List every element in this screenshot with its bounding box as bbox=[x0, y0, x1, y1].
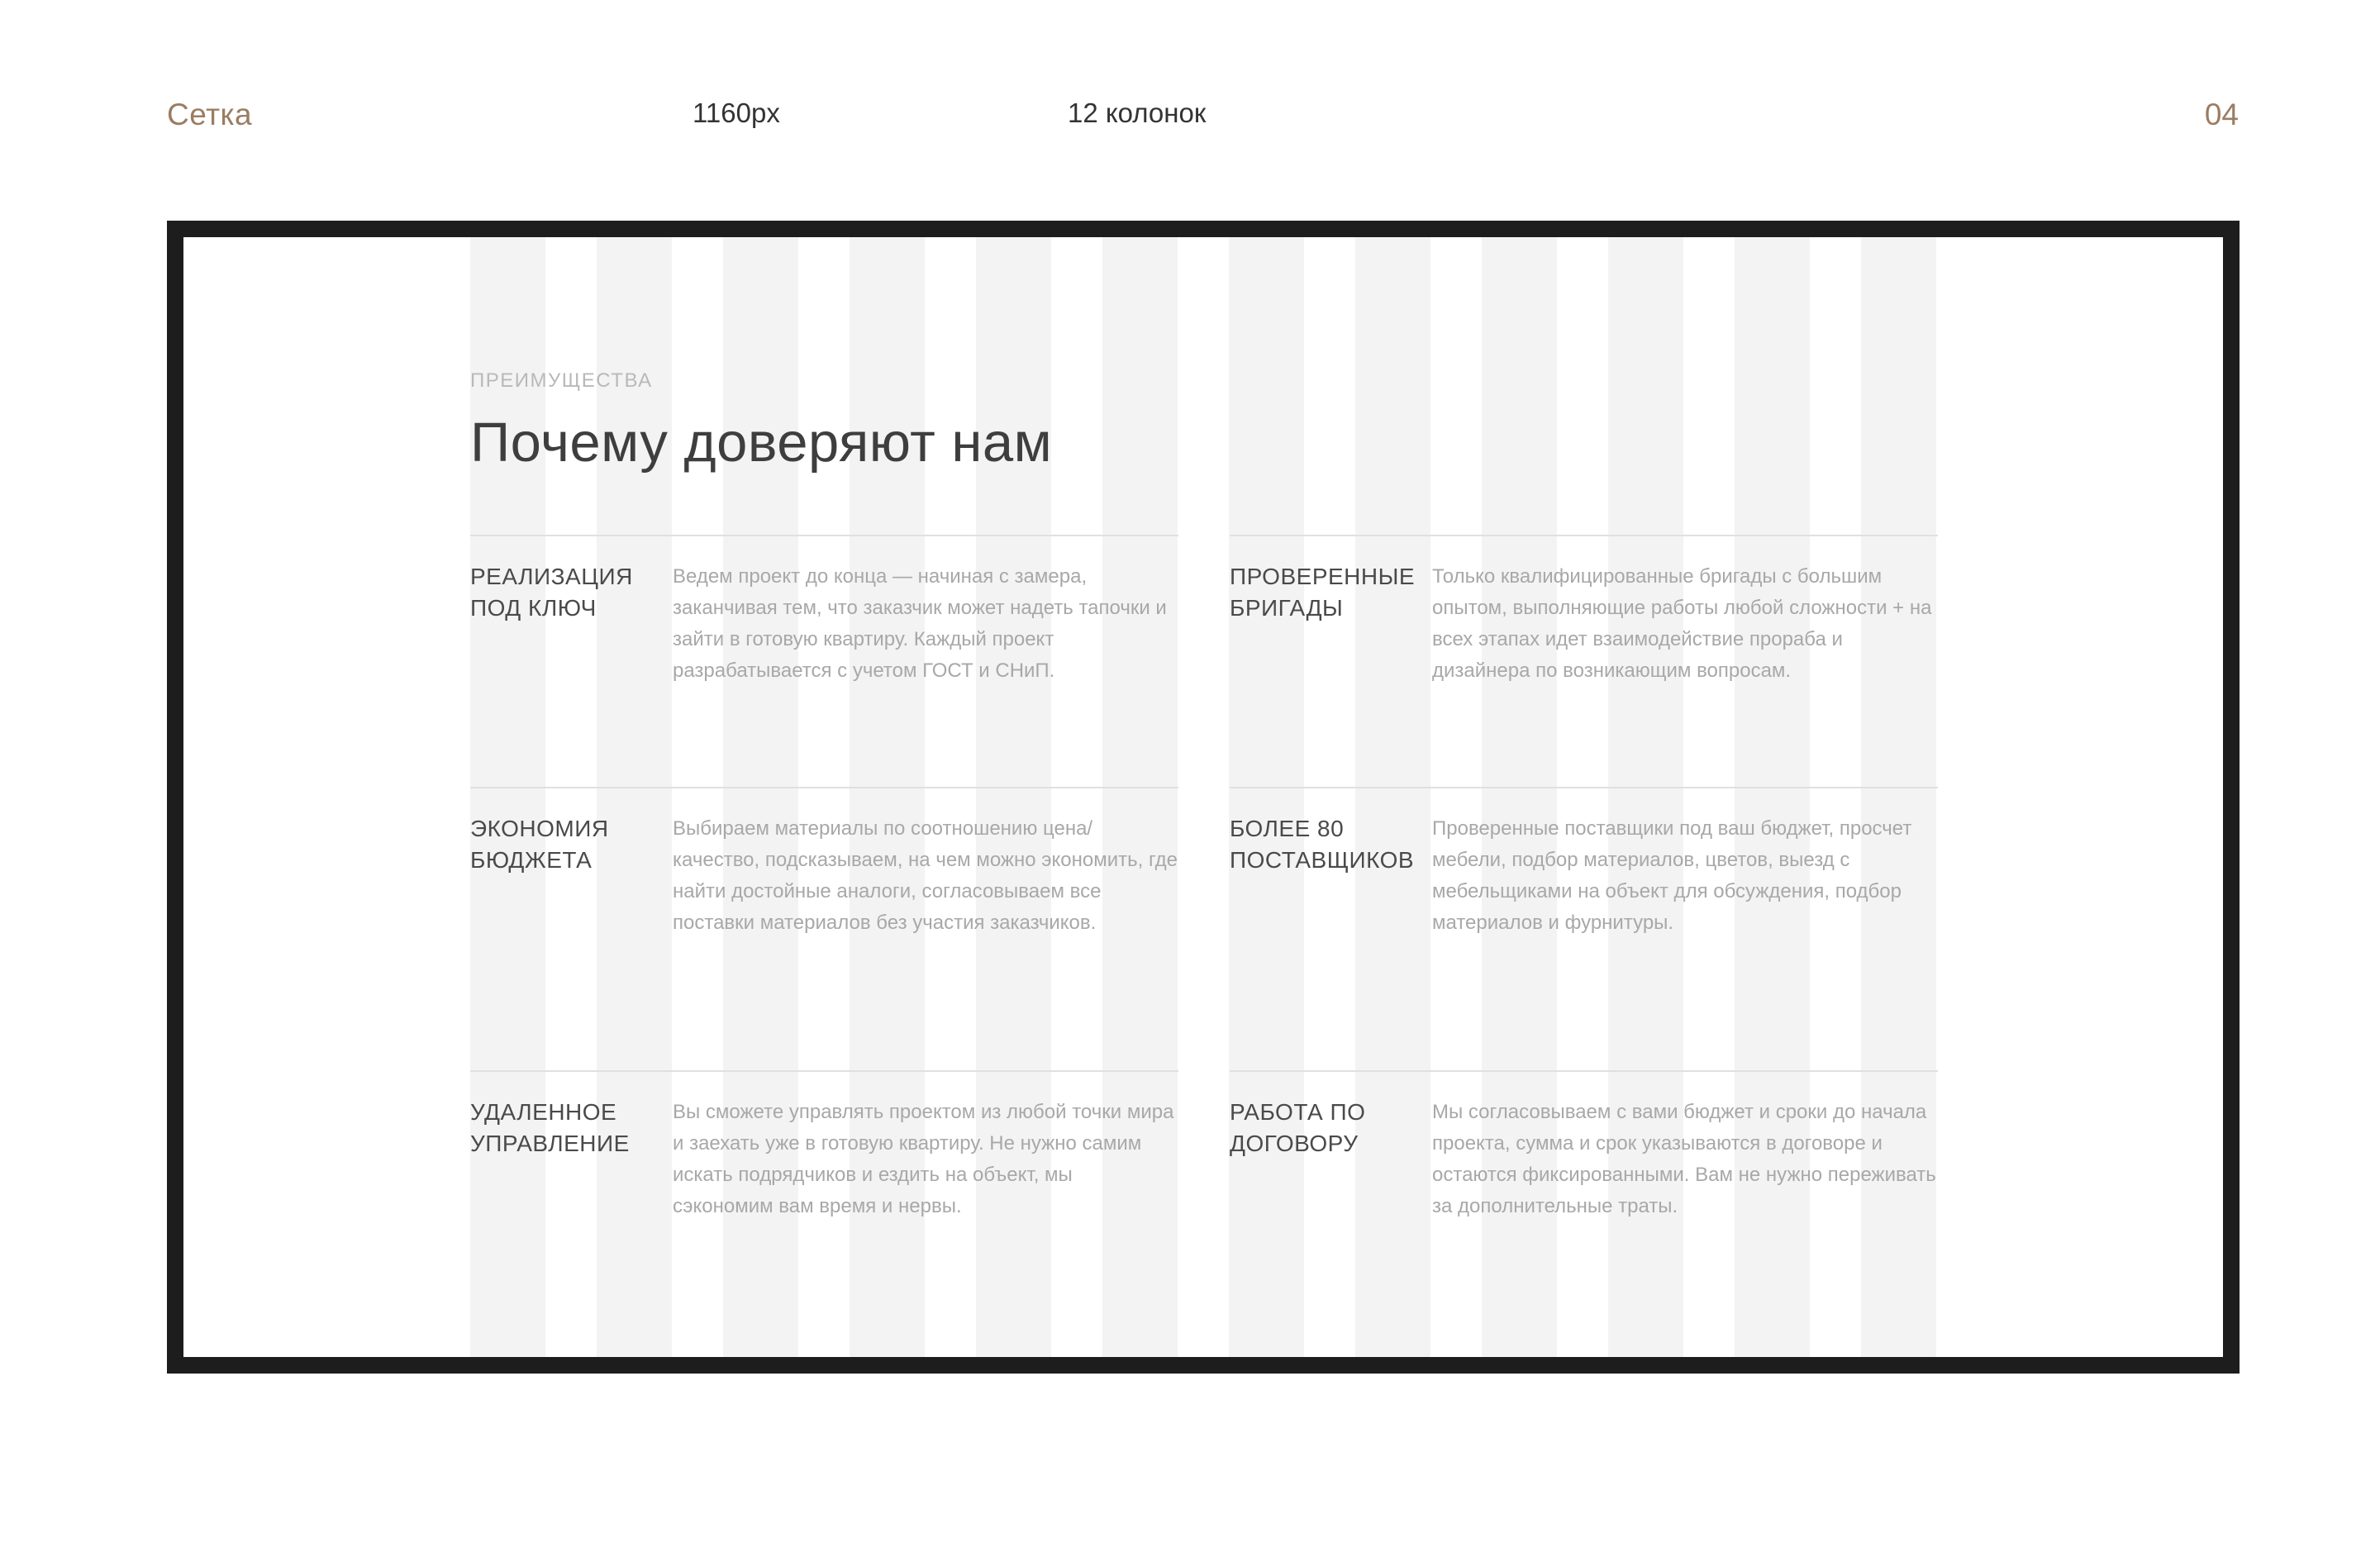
feature-title: РАБОТА ПО ДОГОВОРУ bbox=[1230, 1099, 1366, 1156]
columns-count-label: 12 колонок bbox=[1068, 98, 1207, 128]
feature-title: УДАЛЕННОЕ УПРАВЛЕНИЕ bbox=[470, 1099, 630, 1156]
feature-description: Выбираем материалы по соотношению цена/качество, подсказываем, на чем можно экономить, где найти достойные аналоги, согласовываем все поставки материалов без участия заказчиков. bbox=[673, 817, 1178, 934]
feature-description: Мы согласовываем с вами бюджет и сроки до начала проекта, сумма и срок указываются в договоре и остаются фиксированными. Вам не нужно переживать за дополнительные траты. bbox=[1432, 1101, 1936, 1217]
feature-description: Вы сможете управлять проектом из любой точки мира и заехать уже в готовую квартиру. Не нужно самим искать подрядчиков и ездить на объект, мы сэкономим вам время и нервы. bbox=[673, 1101, 1174, 1217]
feature-description: Только квалифицированные бригады с большим опытом, выполняющие работы любой сложности + на всех этапах идет взаимодействие прораба и дизайнера по возникающим вопросам. bbox=[1432, 565, 1932, 682]
feature-title: РЕАЛИЗАЦИЯ ПОД КЛЮЧ bbox=[470, 564, 633, 621]
feature-description: Ведем проект до конца — начиная с замера, заканчивая тем, что заказчик может надеть тапочки и зайти в готовую квартиру. Каждый проект разрабатывается с учетом ГОСТ и СНиП. bbox=[673, 565, 1167, 682]
slide-header bbox=[0, 0, 2380, 165]
feature-description: Проверенные поставщики под ваш бюджет, просчет мебели, подбор материалов, цветов, выезд с мебельщиками на объект для обсуждения, подбор материалов и фурнитуры. bbox=[1432, 817, 1912, 934]
section-eyebrow: ПРЕИМУЩЕСТВА bbox=[470, 369, 653, 392]
section-headline: Почему доверяют нам bbox=[470, 412, 1053, 474]
feature-item bbox=[470, 787, 1178, 934]
device-frame bbox=[167, 221, 2240, 1374]
feature-title: БОЛЕЕ 80 ПОСТАВЩИКОВ bbox=[1230, 816, 1415, 873]
feature-title: ЭКОНОМИЯ БЮДЖЕТА bbox=[470, 816, 609, 873]
feature-item bbox=[1230, 1070, 1938, 1217]
container-width-label: 1160px bbox=[693, 98, 780, 128]
slide-title: Сетка bbox=[167, 98, 253, 131]
feature-title: ПРОВЕРЕННЫЕ БРИГАДЫ bbox=[1230, 564, 1416, 621]
feature-item bbox=[470, 1070, 1178, 1217]
advantages-section bbox=[470, 237, 1935, 1357]
feature-item bbox=[1230, 787, 1938, 934]
page-number: 04 bbox=[2204, 98, 2239, 131]
feature-item bbox=[1230, 535, 1938, 682]
layout-preview bbox=[183, 237, 2223, 1357]
feature-item bbox=[470, 535, 1178, 682]
